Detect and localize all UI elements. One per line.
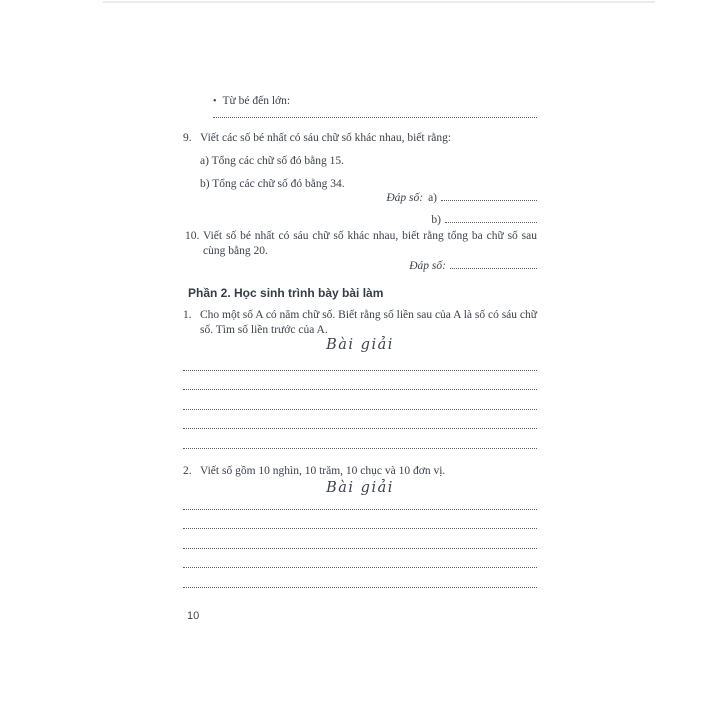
part2-question-1-number: 1.	[183, 309, 192, 321]
question-9-number: 9.	[183, 132, 192, 144]
writing-line	[183, 429, 537, 449]
part2-question-1-text: Cho một số A có năm chữ số. Biết rằng số liền sau của A là số có sáu chữ số. Tìm số liền trước của A.	[200, 309, 537, 336]
solution-heading-1: Bài giải	[326, 337, 394, 353]
answer-blank-9a	[441, 191, 537, 201]
answer-row-9b	[183, 213, 537, 228]
question-10-number: 10.	[185, 230, 200, 242]
question-9-text: Viết các số bé nhất có sáu chữ số khác nhau, biết rằng:	[200, 132, 452, 144]
answer-blank-9b	[445, 213, 537, 223]
writing-line	[183, 371, 537, 391]
writing-line	[183, 510, 537, 530]
question-9	[183, 131, 537, 146]
answer-blank-10	[450, 259, 537, 269]
part2-question-2	[183, 464, 537, 479]
writing-line	[183, 390, 537, 410]
answer-row-10	[183, 259, 537, 274]
part2-question-2-text: Viết số gồm 10 nghìn, 10 trăm, 10 chục và 10 đơn vị.	[200, 465, 446, 477]
writing-line	[183, 549, 537, 569]
bullet-icon: •	[213, 96, 217, 107]
writing-line	[183, 490, 537, 510]
writing-line	[183, 351, 537, 371]
part2-question-2-number: 2.	[183, 465, 192, 477]
bullet-item-label: Từ bé đến lớn:	[222, 95, 291, 107]
solution-heading-2: Bài giải	[326, 480, 394, 496]
answer-label: Đáp số:	[386, 192, 424, 204]
question-10	[183, 229, 537, 259]
writing-line	[183, 568, 537, 588]
bullet-item	[213, 94, 537, 109]
answer-dotted-line	[213, 117, 537, 118]
part2-question-1	[183, 308, 537, 338]
page-content	[183, 88, 537, 633]
page-scan-top-edge	[103, 1, 655, 3]
answer-label: Đáp số:	[409, 260, 446, 272]
writing-line	[183, 410, 537, 430]
solution-writing-area-1	[183, 351, 537, 449]
page-number: 10	[187, 610, 200, 622]
answer-part-b-label: b)	[431, 214, 441, 226]
part-2-heading: Phần 2. Học sinh trình bày bài làm	[188, 286, 384, 300]
answer-row-9a	[183, 191, 537, 206]
solution-writing-area-2	[183, 490, 537, 588]
writing-line	[183, 529, 537, 549]
question-10-text: Viết số bé nhất có sáu chữ số khác nhau, biết rằng tổng ba chữ số sau cùng bằng 20.	[203, 230, 537, 257]
question-9b: b) Tổng các chữ số đó bằng 34.	[200, 178, 345, 190]
question-9a: a) Tổng các chữ số đó bằng 15.	[200, 155, 344, 167]
answer-part-a-label: a)	[428, 192, 437, 204]
